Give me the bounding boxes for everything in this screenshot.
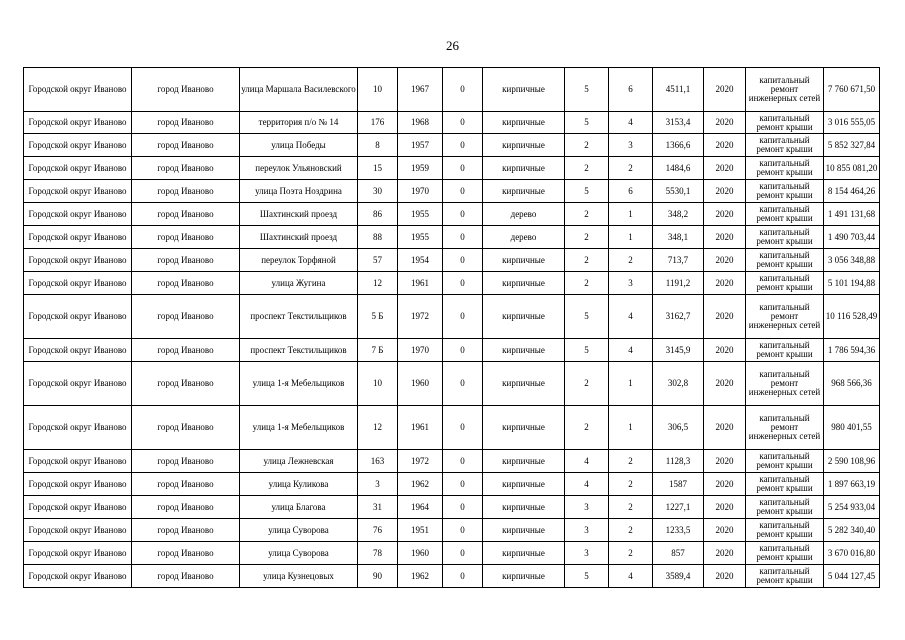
wall-material-cell: дерево xyxy=(483,226,565,249)
wall-material-cell: кирпичные xyxy=(483,180,565,203)
page-number: 26 xyxy=(446,38,459,53)
entrances-cell: 3 xyxy=(609,134,653,157)
zero-cell: 0 xyxy=(443,450,483,473)
table-row xyxy=(24,180,880,203)
street-cell: улица Суворова xyxy=(240,542,358,565)
plan-year-cell: 2020 xyxy=(704,473,746,496)
street-cell: улица 1-я Мебельщиков xyxy=(240,406,358,450)
municipality-cell: Городской округ Иваново xyxy=(24,203,132,226)
cost-cell: 1 490 703,44 xyxy=(824,226,880,249)
table-row xyxy=(24,249,880,272)
floors-cell: 5 xyxy=(565,180,609,203)
plan-year-cell: 2020 xyxy=(704,272,746,295)
plan-year-cell: 2020 xyxy=(704,249,746,272)
house-number-cell: 78 xyxy=(358,542,398,565)
floors-cell: 5 xyxy=(565,565,609,588)
entrances-cell: 4 xyxy=(609,565,653,588)
work-type-cell: капитальный ремонт крыши xyxy=(746,339,824,362)
city-cell: город Иваново xyxy=(132,362,240,406)
city-cell: город Иваново xyxy=(132,450,240,473)
house-number-cell: 12 xyxy=(358,406,398,450)
plan-year-cell: 2020 xyxy=(704,68,746,112)
municipality-cell: Городской округ Иваново xyxy=(24,339,132,362)
wall-material-cell: кирпичные xyxy=(483,565,565,588)
floors-cell: 5 xyxy=(565,112,609,134)
municipality-cell: Городской округ Иваново xyxy=(24,496,132,519)
table-row xyxy=(24,295,880,339)
cost-cell: 8 154 464,26 xyxy=(824,180,880,203)
city-cell: город Иваново xyxy=(132,496,240,519)
city-cell: город Иваново xyxy=(132,272,240,295)
entrances-cell: 3 xyxy=(609,272,653,295)
build-year-cell: 1961 xyxy=(398,272,443,295)
build-year-cell: 1964 xyxy=(398,496,443,519)
work-type-cell: капитальный ремонт крыши xyxy=(746,450,824,473)
house-number-cell: 31 xyxy=(358,496,398,519)
floors-cell: 3 xyxy=(565,519,609,542)
house-number-cell: 57 xyxy=(358,249,398,272)
city-cell: город Иваново xyxy=(132,180,240,203)
street-cell: улица Жугина xyxy=(240,272,358,295)
floors-cell: 3 xyxy=(565,496,609,519)
floors-cell: 2 xyxy=(565,272,609,295)
floors-cell: 2 xyxy=(565,203,609,226)
area-cell: 857 xyxy=(653,542,704,565)
area-cell: 1227,1 xyxy=(653,496,704,519)
wall-material-cell: кирпичные xyxy=(483,542,565,565)
area-cell: 348,2 xyxy=(653,203,704,226)
zero-cell: 0 xyxy=(443,180,483,203)
work-type-cell: капитальный ремонт крыши xyxy=(746,180,824,203)
wall-material-cell: кирпичные xyxy=(483,406,565,450)
city-cell: город Иваново xyxy=(132,565,240,588)
build-year-cell: 1960 xyxy=(398,362,443,406)
floors-cell: 2 xyxy=(565,134,609,157)
cost-cell: 5 101 194,88 xyxy=(824,272,880,295)
cost-cell: 5 852 327,84 xyxy=(824,134,880,157)
city-cell: город Иваново xyxy=(132,226,240,249)
street-cell: улица Лежневская xyxy=(240,450,358,473)
cost-cell: 1 786 594,36 xyxy=(824,339,880,362)
floors-cell: 5 xyxy=(565,68,609,112)
house-number-cell: 8 xyxy=(358,134,398,157)
entrances-cell: 4 xyxy=(609,112,653,134)
plan-year-cell: 2020 xyxy=(704,112,746,134)
city-cell: город Иваново xyxy=(132,157,240,180)
build-year-cell: 1972 xyxy=(398,450,443,473)
area-cell: 713,7 xyxy=(653,249,704,272)
entrances-cell: 2 xyxy=(609,473,653,496)
city-cell: город Иваново xyxy=(132,203,240,226)
build-year-cell: 1955 xyxy=(398,203,443,226)
house-number-cell: 7 Б xyxy=(358,339,398,362)
build-year-cell: 1959 xyxy=(398,157,443,180)
municipality-cell: Городской округ Иваново xyxy=(24,473,132,496)
city-cell: город Иваново xyxy=(132,339,240,362)
street-cell: улица 1-я Мебельщиков xyxy=(240,362,358,406)
street-cell: переулок Ульяновский xyxy=(240,157,358,180)
entrances-cell: 1 xyxy=(609,406,653,450)
plan-year-cell: 2020 xyxy=(704,450,746,473)
cost-cell: 3 016 555,05 xyxy=(824,112,880,134)
house-number-cell: 3 xyxy=(358,473,398,496)
entrances-cell: 2 xyxy=(609,519,653,542)
street-cell: проспект Текстильщиков xyxy=(240,339,358,362)
cost-cell: 980 401,55 xyxy=(824,406,880,450)
cost-cell: 10 116 528,49 xyxy=(824,295,880,339)
wall-material-cell: кирпичные xyxy=(483,496,565,519)
zero-cell: 0 xyxy=(443,68,483,112)
street-cell: улица Суворова xyxy=(240,519,358,542)
area-cell: 302,8 xyxy=(653,362,704,406)
city-cell: город Иваново xyxy=(132,295,240,339)
wall-material-cell: кирпичные xyxy=(483,249,565,272)
city-cell: город Иваново xyxy=(132,406,240,450)
house-number-cell: 88 xyxy=(358,226,398,249)
municipality-cell: Городской округ Иваново xyxy=(24,295,132,339)
city-cell: город Иваново xyxy=(132,112,240,134)
area-cell: 4511,1 xyxy=(653,68,704,112)
house-number-cell: 10 xyxy=(358,362,398,406)
area-cell: 3153,4 xyxy=(653,112,704,134)
entrances-cell: 2 xyxy=(609,496,653,519)
cost-cell: 5 254 933,04 xyxy=(824,496,880,519)
plan-year-cell: 2020 xyxy=(704,496,746,519)
table-row xyxy=(24,226,880,249)
build-year-cell: 1960 xyxy=(398,542,443,565)
table-row xyxy=(24,450,880,473)
municipality-cell: Городской округ Иваново xyxy=(24,226,132,249)
floors-cell: 2 xyxy=(565,249,609,272)
house-number-cell: 163 xyxy=(358,450,398,473)
build-year-cell: 1962 xyxy=(398,473,443,496)
plan-year-cell: 2020 xyxy=(704,406,746,450)
street-cell: улица Куликова xyxy=(240,473,358,496)
zero-cell: 0 xyxy=(443,542,483,565)
entrances-cell: 1 xyxy=(609,362,653,406)
area-cell: 1233,5 xyxy=(653,519,704,542)
wall-material-cell: кирпичные xyxy=(483,68,565,112)
wall-material-cell: кирпичные xyxy=(483,272,565,295)
cost-cell: 1 491 131,68 xyxy=(824,203,880,226)
cost-cell: 2 590 108,96 xyxy=(824,450,880,473)
city-cell: город Иваново xyxy=(132,473,240,496)
municipality-cell: Городской округ Иваново xyxy=(24,68,132,112)
zero-cell: 0 xyxy=(443,157,483,180)
table-body xyxy=(24,68,880,588)
work-type-cell: капитальный ремонт инженерных сетей xyxy=(746,406,824,450)
cost-cell: 10 855 081,20 xyxy=(824,157,880,180)
city-cell: город Иваново xyxy=(132,542,240,565)
plan-year-cell: 2020 xyxy=(704,542,746,565)
street-cell: улица Маршала Василевского xyxy=(240,68,358,112)
build-year-cell: 1951 xyxy=(398,519,443,542)
cost-cell: 7 760 671,50 xyxy=(824,68,880,112)
build-year-cell: 1957 xyxy=(398,134,443,157)
house-number-cell: 90 xyxy=(358,565,398,588)
build-year-cell: 1970 xyxy=(398,339,443,362)
zero-cell: 0 xyxy=(443,203,483,226)
city-cell: город Иваново xyxy=(132,519,240,542)
build-year-cell: 1972 xyxy=(398,295,443,339)
area-cell: 306,5 xyxy=(653,406,704,450)
work-type-cell: капитальный ремонт крыши xyxy=(746,542,824,565)
entrances-cell: 1 xyxy=(609,203,653,226)
street-cell: улица Поэта Ноздрина xyxy=(240,180,358,203)
cost-cell: 3 056 348,88 xyxy=(824,249,880,272)
area-cell: 1366,6 xyxy=(653,134,704,157)
cost-cell: 1 897 663,19 xyxy=(824,473,880,496)
house-number-cell: 176 xyxy=(358,112,398,134)
city-cell: город Иваново xyxy=(132,68,240,112)
zero-cell: 0 xyxy=(443,565,483,588)
wall-material-cell: кирпичные xyxy=(483,450,565,473)
work-type-cell: капитальный ремонт крыши xyxy=(746,226,824,249)
plan-year-cell: 2020 xyxy=(704,134,746,157)
plan-year-cell: 2020 xyxy=(704,180,746,203)
house-number-cell: 76 xyxy=(358,519,398,542)
plan-year-cell: 2020 xyxy=(704,157,746,180)
municipality-cell: Городской округ Иваново xyxy=(24,272,132,295)
floors-cell: 4 xyxy=(565,473,609,496)
area-cell: 1128,3 xyxy=(653,450,704,473)
table-row xyxy=(24,203,880,226)
plan-year-cell: 2020 xyxy=(704,362,746,406)
floors-cell: 5 xyxy=(565,339,609,362)
entrances-cell: 6 xyxy=(609,68,653,112)
plan-year-cell: 2020 xyxy=(704,203,746,226)
work-type-cell: капитальный ремонт крыши xyxy=(746,249,824,272)
zero-cell: 0 xyxy=(443,112,483,134)
build-year-cell: 1970 xyxy=(398,180,443,203)
work-type-cell: капитальный ремонт крыши xyxy=(746,203,824,226)
table-row xyxy=(24,473,880,496)
table-row xyxy=(24,565,880,588)
entrances-cell: 6 xyxy=(609,180,653,203)
build-year-cell: 1962 xyxy=(398,565,443,588)
wall-material-cell: кирпичные xyxy=(483,362,565,406)
cost-cell: 968 566,36 xyxy=(824,362,880,406)
area-cell: 3589,4 xyxy=(653,565,704,588)
plan-year-cell: 2020 xyxy=(704,339,746,362)
work-type-cell: капитальный ремонт крыши xyxy=(746,519,824,542)
zero-cell: 0 xyxy=(443,339,483,362)
floors-cell: 2 xyxy=(565,226,609,249)
municipality-cell: Городской округ Иваново xyxy=(24,180,132,203)
work-type-cell: капитальный ремонт крыши xyxy=(746,565,824,588)
table-row xyxy=(24,157,880,180)
work-type-cell: капитальный ремонт крыши xyxy=(746,112,824,134)
wall-material-cell: кирпичные xyxy=(483,134,565,157)
municipality-cell: Городской округ Иваново xyxy=(24,362,132,406)
municipality-cell: Городской округ Иваново xyxy=(24,519,132,542)
zero-cell: 0 xyxy=(443,406,483,450)
zero-cell: 0 xyxy=(443,473,483,496)
zero-cell: 0 xyxy=(443,272,483,295)
plan-year-cell: 2020 xyxy=(704,565,746,588)
zero-cell: 0 xyxy=(443,226,483,249)
municipality-cell: Городской округ Иваново xyxy=(24,542,132,565)
table-row xyxy=(24,134,880,157)
street-cell: улица Кузнецовых xyxy=(240,565,358,588)
street-cell: территория п/о № 14 xyxy=(240,112,358,134)
plan-year-cell: 2020 xyxy=(704,226,746,249)
floors-cell: 3 xyxy=(565,542,609,565)
entrances-cell: 4 xyxy=(609,339,653,362)
zero-cell: 0 xyxy=(443,295,483,339)
wall-material-cell: кирпичные xyxy=(483,473,565,496)
work-type-cell: капитальный ремонт крыши xyxy=(746,473,824,496)
area-cell: 3145,9 xyxy=(653,339,704,362)
city-cell: город Иваново xyxy=(132,134,240,157)
cost-cell: 3 670 016,80 xyxy=(824,542,880,565)
area-cell: 348,1 xyxy=(653,226,704,249)
street-cell: проспект Текстильщиков xyxy=(240,295,358,339)
wall-material-cell: кирпичные xyxy=(483,519,565,542)
work-type-cell: капитальный ремонт крыши xyxy=(746,157,824,180)
table-row xyxy=(24,112,880,134)
work-type-cell: капитальный ремонт инженерных сетей xyxy=(746,68,824,112)
municipality-cell: Городской округ Иваново xyxy=(24,112,132,134)
city-cell: город Иваново xyxy=(132,249,240,272)
municipality-cell: Городской округ Иваново xyxy=(24,134,132,157)
house-number-cell: 5 Б xyxy=(358,295,398,339)
plan-year-cell: 2020 xyxy=(704,295,746,339)
street-cell: переулок Торфяной xyxy=(240,249,358,272)
work-type-cell: капитальный ремонт инженерных сетей xyxy=(746,295,824,339)
area-cell: 1587 xyxy=(653,473,704,496)
floors-cell: 4 xyxy=(565,450,609,473)
zero-cell: 0 xyxy=(443,519,483,542)
municipality-cell: Городской округ Иваново xyxy=(24,157,132,180)
street-cell: улица Победы xyxy=(240,134,358,157)
table-row xyxy=(24,362,880,406)
table-row xyxy=(24,68,880,112)
build-year-cell: 1968 xyxy=(398,112,443,134)
area-cell: 3162,7 xyxy=(653,295,704,339)
house-number-cell: 86 xyxy=(358,203,398,226)
house-number-cell: 10 xyxy=(358,68,398,112)
table-row xyxy=(24,406,880,450)
plan-year-cell: 2020 xyxy=(704,519,746,542)
area-cell: 1484,6 xyxy=(653,157,704,180)
cost-cell: 5 044 127,45 xyxy=(824,565,880,588)
housing-repair-table xyxy=(23,67,880,588)
table-row xyxy=(24,496,880,519)
municipality-cell: Городской округ Иваново xyxy=(24,565,132,588)
table-row xyxy=(24,519,880,542)
build-year-cell: 1954 xyxy=(398,249,443,272)
house-number-cell: 30 xyxy=(358,180,398,203)
entrances-cell: 1 xyxy=(609,226,653,249)
table-row xyxy=(24,542,880,565)
entrances-cell: 2 xyxy=(609,249,653,272)
municipality-cell: Городской округ Иваново xyxy=(24,249,132,272)
floors-cell: 2 xyxy=(565,406,609,450)
house-number-cell: 12 xyxy=(358,272,398,295)
zero-cell: 0 xyxy=(443,496,483,519)
wall-material-cell: кирпичные xyxy=(483,112,565,134)
entrances-cell: 2 xyxy=(609,542,653,565)
table-row xyxy=(24,339,880,362)
wall-material-cell: кирпичные xyxy=(483,295,565,339)
house-number-cell: 15 xyxy=(358,157,398,180)
build-year-cell: 1955 xyxy=(398,226,443,249)
street-cell: улица Благова xyxy=(240,496,358,519)
build-year-cell: 1961 xyxy=(398,406,443,450)
wall-material-cell: кирпичные xyxy=(483,157,565,180)
wall-material-cell: дерево xyxy=(483,203,565,226)
zero-cell: 0 xyxy=(443,134,483,157)
work-type-cell: капитальный ремонт крыши xyxy=(746,496,824,519)
entrances-cell: 4 xyxy=(609,295,653,339)
street-cell: Шахтинский проезд xyxy=(240,226,358,249)
cost-cell: 5 282 340,40 xyxy=(824,519,880,542)
table-row xyxy=(24,272,880,295)
street-cell: Шахтинский проезд xyxy=(240,203,358,226)
municipality-cell: Городской округ Иваново xyxy=(24,406,132,450)
floors-cell: 2 xyxy=(565,157,609,180)
zero-cell: 0 xyxy=(443,249,483,272)
work-type-cell: капитальный ремонт инженерных сетей xyxy=(746,362,824,406)
wall-material-cell: кирпичные xyxy=(483,339,565,362)
area-cell: 5530,1 xyxy=(653,180,704,203)
entrances-cell: 2 xyxy=(609,157,653,180)
build-year-cell: 1967 xyxy=(398,68,443,112)
work-type-cell: капитальный ремонт крыши xyxy=(746,134,824,157)
entrances-cell: 2 xyxy=(609,450,653,473)
floors-cell: 5 xyxy=(565,295,609,339)
area-cell: 1191,2 xyxy=(653,272,704,295)
floors-cell: 2 xyxy=(565,362,609,406)
municipality-cell: Городской округ Иваново xyxy=(24,450,132,473)
zero-cell: 0 xyxy=(443,362,483,406)
work-type-cell: капитальный ремонт крыши xyxy=(746,272,824,295)
